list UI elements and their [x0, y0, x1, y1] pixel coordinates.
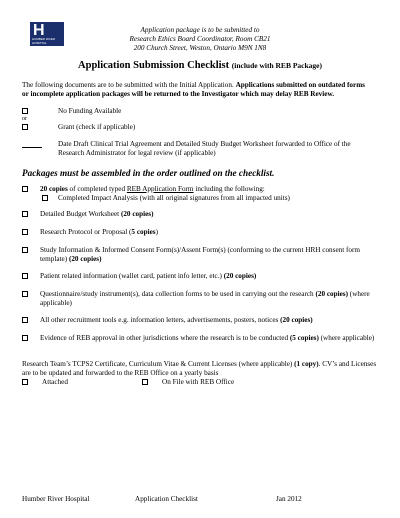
intro-warning: Applications submitted on outdated forms or incomplete application packages will be returned to the Investigator which may delay REB Review.	[22, 81, 365, 98]
page-title	[0, 60, 400, 71]
reb-form-label	[40, 185, 375, 194]
patient-info-copies: (20 copies)	[223, 272, 257, 280]
recruitment-text: All other recruitment tools e.g. information letters, advertisements, posters, notices	[40, 316, 281, 324]
address-line2: Research Ethics Board Coordinator, Room CB21	[129, 35, 271, 44]
reb-approval-label	[40, 334, 375, 343]
team-end: . CV’s and Licenses are to be updated and forwarded to the REB Office on a yearly basis	[22, 360, 377, 377]
questionnaire-label	[40, 290, 375, 308]
consent-checkbox[interactable]	[22, 247, 28, 253]
reb-approval-checkbox[interactable]	[22, 335, 28, 341]
patient-info-label	[40, 272, 256, 281]
questionnaire-copies: (20 copies)	[315, 290, 348, 298]
patient-info-checkbox[interactable]	[22, 273, 28, 279]
order-heading: Packages must be assembled in the order outlined on the checklist.	[22, 168, 275, 178]
or-label: or	[22, 116, 27, 122]
footer-org: Humber River Hospital	[22, 495, 90, 503]
intro-paragraph	[22, 81, 372, 99]
grant-checkbox[interactable]	[22, 124, 28, 130]
reb-form-link[interactable]: REB Application Form	[126, 185, 194, 193]
title-note: (include with REB Package)	[231, 61, 322, 70]
protocol-copies: 5 copies	[131, 228, 156, 236]
on-file-label: On File with REB Office	[162, 378, 235, 386]
recruitment-checkbox[interactable]	[22, 317, 28, 323]
submission-address	[0, 26, 400, 54]
protocol-text: Research Protocol or Proposal (	[40, 228, 132, 236]
intro-text: The following documents are to be submitted with the Initial Application.	[22, 81, 234, 89]
reb-approval-text: Evidence of REB approval in other jurisdictions where the research is to be conducted	[40, 334, 290, 342]
reb-form-checkbox[interactable]	[22, 186, 28, 192]
team-copies: (1 copy)	[294, 360, 319, 368]
reb-form-pre: of completed typed	[67, 185, 127, 193]
reb-approval-end: (where applicable)	[318, 334, 375, 342]
budget-text: Detailed Budget Worksheet	[40, 210, 121, 218]
logo-line2: HOSPITAL	[32, 40, 47, 45]
impact-analysis-label: Completed Impact Analysis (with all original signatures from all impacted units)	[58, 194, 290, 202]
protocol-label	[40, 228, 158, 237]
footer-doc: Application Checklist	[135, 495, 198, 503]
on-file-checkbox[interactable]	[142, 379, 148, 385]
attached-checkbox[interactable]	[22, 379, 28, 385]
address-line3: 200 Church Street, Weston, Ontario M9N 1N8	[133, 44, 267, 53]
grant-label: Grant (check if applicable)	[58, 123, 136, 131]
reb-form-copies: 20 copies	[40, 185, 68, 193]
consent-copies: (20 copies)	[68, 255, 102, 263]
questionnaire-text: Questionnaire/study instrument(s), data collection forms to be used in carrying out the research	[40, 290, 316, 298]
consent-text: Study Information & Informed Consent Form(s)/Assent Form(s) (conforming to the current HRH consent form template)	[40, 246, 360, 263]
patient-info-text: Patient related information (wallet card, patient info letter, etc.)	[40, 272, 224, 280]
address-line1: Application package is to be submitted to	[140, 26, 260, 34]
budget-checkbox[interactable]	[22, 211, 28, 217]
questionnaire-end: (where applicable)	[40, 290, 370, 307]
questionnaire-checkbox[interactable]	[22, 291, 28, 297]
team-paragraph	[22, 360, 378, 378]
consent-label	[40, 246, 375, 264]
no-funding-label: No Funding Available	[58, 107, 122, 115]
logo-line1: HUMBER RIVER	[32, 37, 56, 41]
title-main: Application Submission Checklist	[78, 60, 230, 71]
recruitment-label	[40, 316, 313, 325]
impact-analysis-checkbox[interactable]	[42, 195, 48, 201]
budget-label	[40, 210, 153, 219]
logo-letter: H	[33, 22, 45, 39]
date-blank-line[interactable]	[22, 147, 42, 148]
footer-date: Jan 2012	[276, 495, 302, 503]
protocol-end: )	[155, 228, 158, 236]
reb-approval-copies: (5 copies)	[289, 334, 319, 342]
recruitment-copies: (20 copies)	[280, 316, 313, 324]
attached-label: Attached	[42, 378, 68, 386]
team-text: Research Team’s TCPS2 Certificate, Curriculum Vitae & Current Licenses (where applicable)	[22, 360, 295, 368]
reb-form-post: including the following:	[193, 185, 265, 193]
budget-copies: (20 copies)	[120, 210, 154, 218]
clinical-trial-label: Date Draft Clinical Trial Agreement and Detailed Study Budget Worksheet forwarded to Office of the Research Administrator for legal review (if applicable)	[58, 140, 351, 157]
protocol-checkbox[interactable]	[22, 229, 28, 235]
no-funding-checkbox[interactable]	[22, 108, 28, 114]
